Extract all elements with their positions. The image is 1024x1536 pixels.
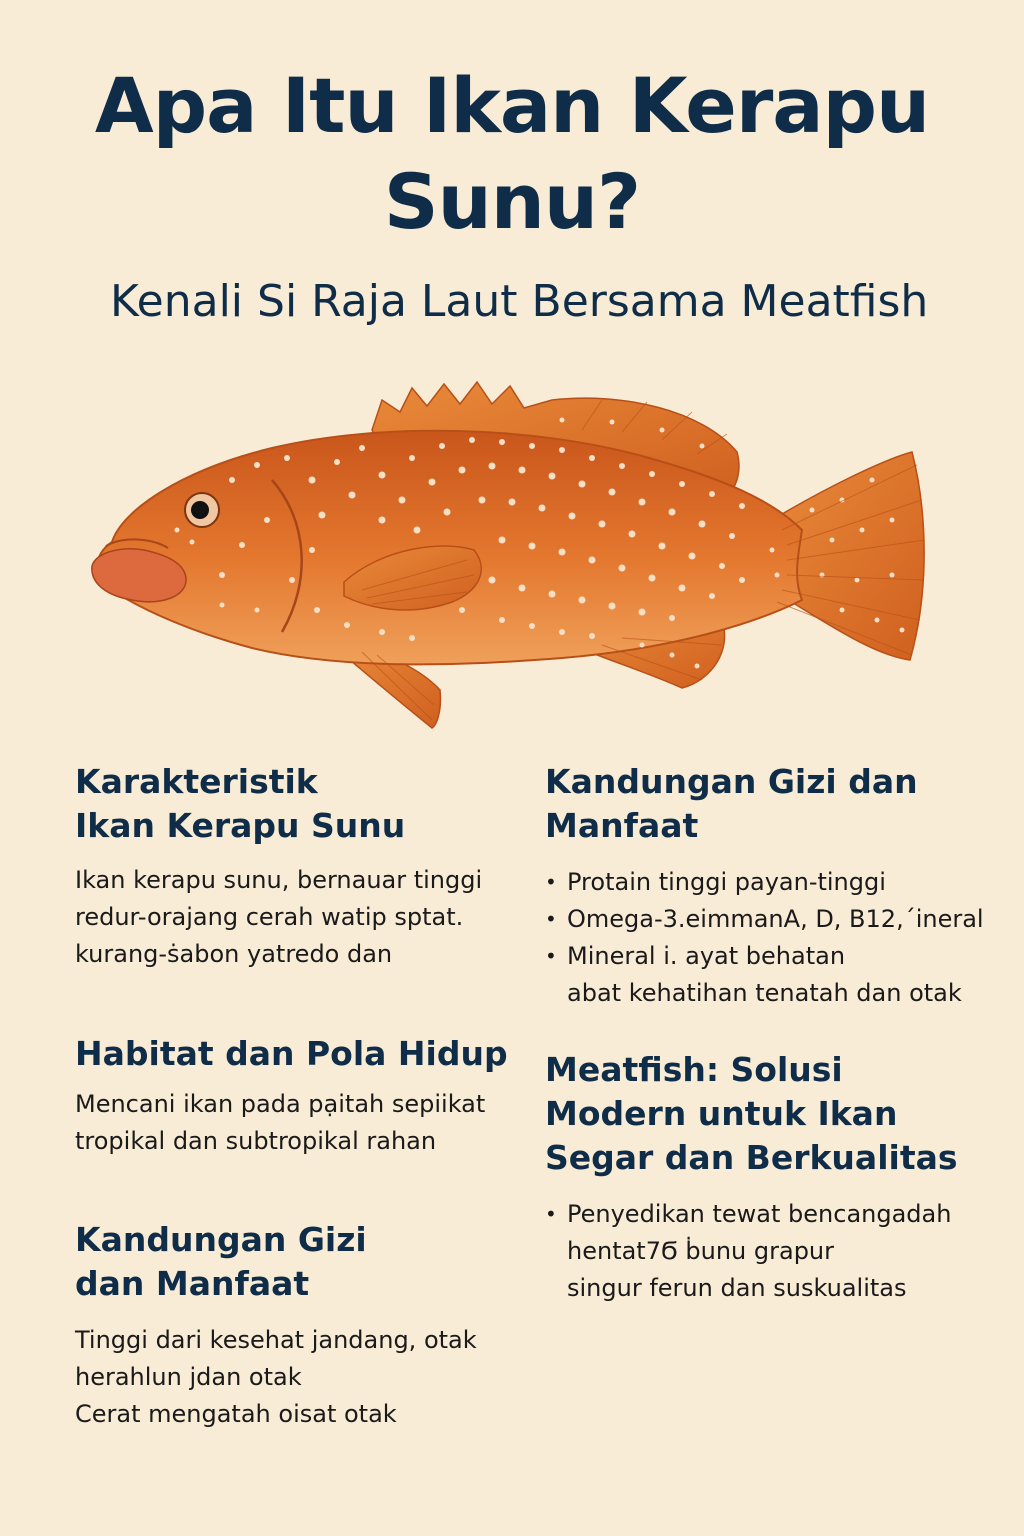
grouper-fish-illustration [82, 370, 942, 740]
section-heading [75, 1218, 495, 1306]
heading-line: dan Manfaat [75, 1264, 310, 1303]
heading-line: Manfaat [545, 806, 699, 845]
list-item: • Penyedikan tewat bencangadah [545, 1196, 985, 1233]
section-habitat [75, 1032, 515, 1160]
section-meatfish [545, 1048, 985, 1307]
section-karakteristik [75, 760, 495, 973]
section-gizi-left [75, 1218, 495, 1433]
body-line: herahlun jdan otak [75, 1363, 302, 1391]
body-line: singur ferun dan suskualitas [567, 1274, 907, 1302]
heading-line: Kandungan Gizi [75, 1220, 367, 1259]
body-line: Tinggi dari kesehat jandang, otak [75, 1326, 477, 1354]
body-line: abat kehatihan tenatah dan otak [567, 979, 962, 1007]
bullet-list [545, 1196, 985, 1233]
list-item: • Mineral i. ayat behatan [545, 938, 985, 975]
title-line-1: Apa Itu Ikan Kerapu [94, 61, 930, 150]
heading-line: Kandungan Gizi dan [545, 762, 918, 801]
body-line: tropikal dan subtropikal rahan [75, 1127, 437, 1155]
section-gizi-right [545, 760, 985, 1012]
heading-line: Modern untuk Ikan [545, 1094, 898, 1133]
body-line: hentat7Ϭ ḃunu grapur [567, 1237, 835, 1265]
list-item: • Protain tinggi payan-tinggi [545, 864, 985, 901]
page-subtitle: Kenali Si Raja Laut Bersama Meatfish [110, 276, 929, 327]
body-line: redur-orajang cerah watip sptat. [75, 903, 464, 931]
title-line-2: Sunu? [383, 157, 641, 246]
body-line: kurang-ṡabon yatredo dan [75, 940, 393, 968]
heading-line: Karakteristik [75, 762, 318, 801]
heading-line: Ikan Kerapu Sunu [75, 806, 406, 845]
body-line: Mencani ikan pada pạitah sepiikat [75, 1090, 486, 1118]
body-line: Ikan kerapu sunu, bernauar tinggi [75, 866, 483, 894]
section-heading [75, 760, 495, 848]
page-title [40, 58, 984, 250]
body-line: Cerat mengatah oisat otak [75, 1400, 397, 1428]
section-heading [545, 1048, 985, 1180]
bullet-list [545, 864, 985, 975]
section-heading: Habitat dan Pola Hidup [75, 1034, 508, 1073]
list-item: • Omega-3.eimmanA, D, B12,ˊineral [545, 901, 985, 938]
section-heading [545, 760, 985, 848]
heading-line: Meatfish: Solusi [545, 1050, 843, 1089]
heading-line: Segar dan Berkualitas [545, 1138, 958, 1177]
